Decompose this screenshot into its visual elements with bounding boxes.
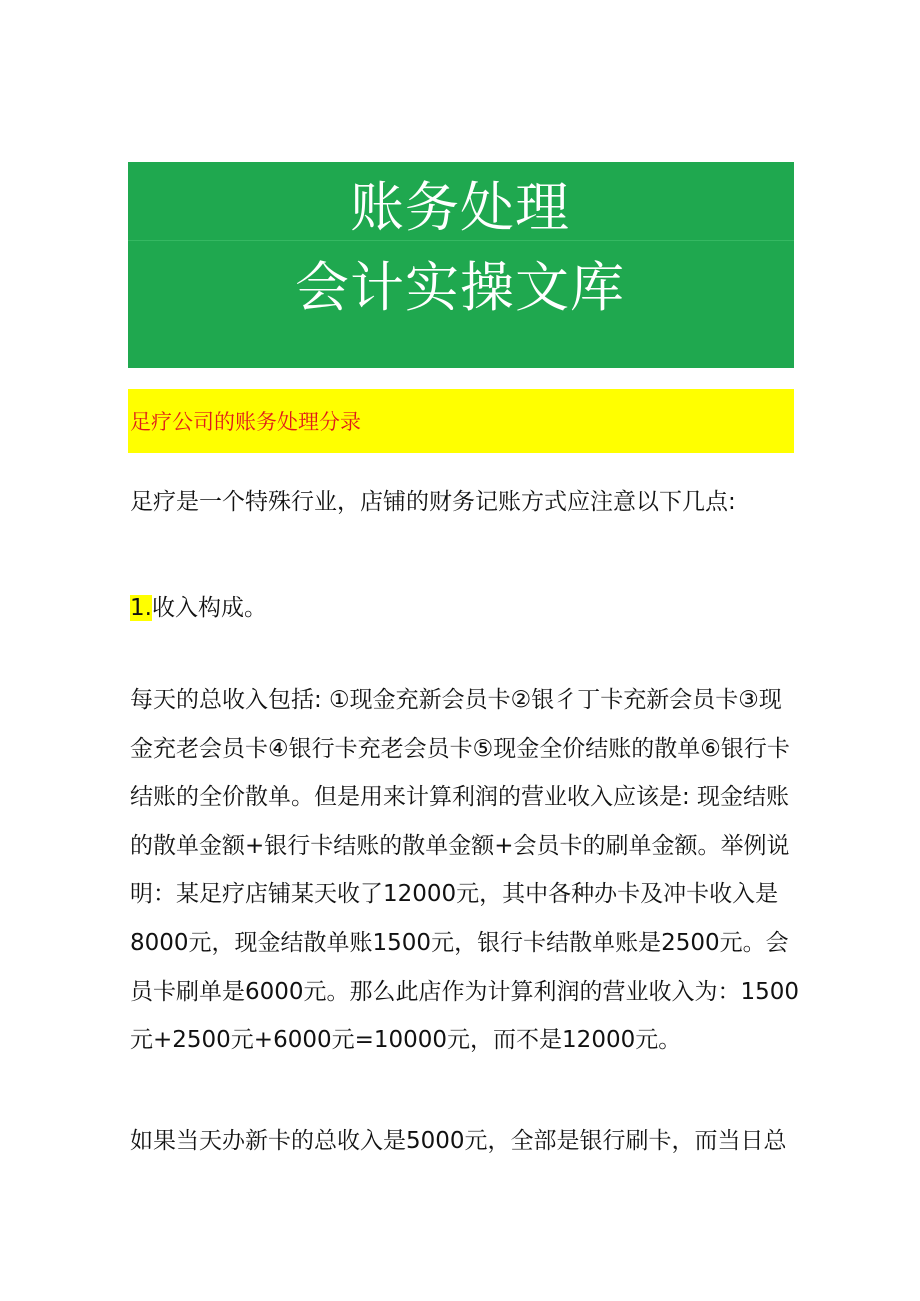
section-heading-text: 收入构成。 <box>151 595 267 621</box>
last-paragraph: 如果当天办新卡的总收入是5000元，全部是银行刷卡，而当日总 <box>130 1128 787 1154</box>
banner-title-line1: 账务处理 <box>350 176 570 239</box>
section-heading <box>130 584 800 633</box>
subtitle-bar <box>128 389 794 453</box>
banner-divider <box>128 240 794 241</box>
banner-title-line2: 会计实操文库 <box>295 256 625 319</box>
section-number: 1. <box>130 595 152 621</box>
intro-paragraph: 足疗是一个特殊行业，店铺的财务记账方式应注意以下几点: <box>130 489 736 515</box>
document-subtitle: 足疗公司的账务处理分录 <box>130 410 361 434</box>
body-paragraph: 每天的总收入包括: ①现金充新会员卡②银彳丁卡充新会员卡③现金充老会员卡④银行卡充老会员卡⑤现金全价结账的散单⑥银行卡结账的全价散单。但是用来计算利润的营业收入应该是: 现金结账的散单金额+银行卡结账的散单金额+会员卡的刷单金额。举例说明：某足疗店铺某天收了12000元，其中各种办卡及冲卡收入是8000元，现金结散单账1500元，银行卡结散单账是2500元。会员卡刷单是6000元。那么此店作为计算利润的营业收入为：1500元+2500元+6000元=10000元，而不是12000元。 <box>130 687 800 1054</box>
